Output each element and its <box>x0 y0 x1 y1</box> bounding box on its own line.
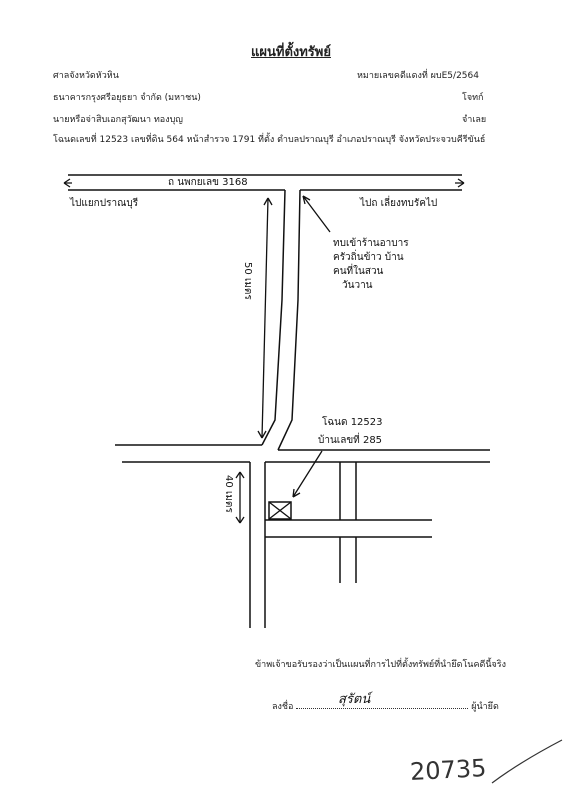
signature-dotted-line <box>296 698 468 709</box>
house-pointer-icon <box>293 451 322 497</box>
defendant-role: จำเลย <box>462 115 487 125</box>
distance-label-1: 50 เมตร <box>242 262 253 300</box>
arrow-right-icon <box>455 179 464 187</box>
landmark-pointer-icon <box>303 196 330 232</box>
landmark-note-line-2: ครัวถิ่นข้าว บ้าน <box>333 252 404 263</box>
plaintiff-name: ธนาคารกรุงศรีอยุธยา จำกัด (มหาชน) <box>53 93 201 103</box>
sign-suffix: ผู้นำยึด <box>471 702 499 712</box>
branch-road-vertical <box>340 462 356 583</box>
sign-prefix: ลงชื่อ <box>272 702 294 712</box>
distance-label-2: 40 เมตร <box>223 475 234 513</box>
house-number-label: บ้านเลขที่ 285 <box>318 435 383 446</box>
handwritten-number: 20735 <box>409 754 488 786</box>
landmark-note-line-3: คนที่ในสวน <box>333 266 384 277</box>
page-title: แผนที่ตั้งทรัพย์ <box>251 45 331 60</box>
landmark-note-line-4: วันวาน <box>342 280 373 291</box>
case-number: หมายเลขคดีแดงที่ ผบE5/2564 <box>357 71 479 81</box>
left-direction-label: ไปแยกปราณบุรี <box>70 198 139 209</box>
pen-stroke-mark <box>492 740 562 783</box>
main-road-label: ถ นพกยเลข 3168 <box>168 177 248 188</box>
court-name: ศาลจังหวัดหัวหิน <box>53 71 119 81</box>
deed-label: โฉนด 12523 <box>322 417 383 428</box>
landmark-note-line-1: ทบเข้าร้านอาบาร <box>333 238 409 249</box>
distance-arrow-1 <box>262 198 268 438</box>
property-x-mark-icon <box>269 502 291 519</box>
handwritten-signature: สุรัตน์ <box>338 692 371 707</box>
signature-line <box>272 698 499 713</box>
defendant-name: นายหรือจ่าสิบเอกสุวัฒนา ทองบุญ <box>53 115 183 125</box>
right-direction-label: ไปถ เลี่ยงทบรัคไป <box>360 198 438 209</box>
certification-text: ข้าพเจ้าขอรับรองว่าเป็นแผนที่การไปที่ตั้งทรัพย์ที่นำยึดโนคดีนี้จริง <box>255 660 506 670</box>
arrow-left-icon <box>64 179 72 187</box>
branch-road-horizontal <box>265 520 432 537</box>
plaintiff-role: โจทก์ <box>462 93 484 103</box>
land-info: โฉนดเลขที่ 12523 เลขที่ดิน 564 หน้าสำรวจ 1791 ที่ตั้ง ตำบลปราณบุรี อำเภอปราณบุรี จังหวัดประจวบคีรีขันธ์ <box>53 135 486 145</box>
